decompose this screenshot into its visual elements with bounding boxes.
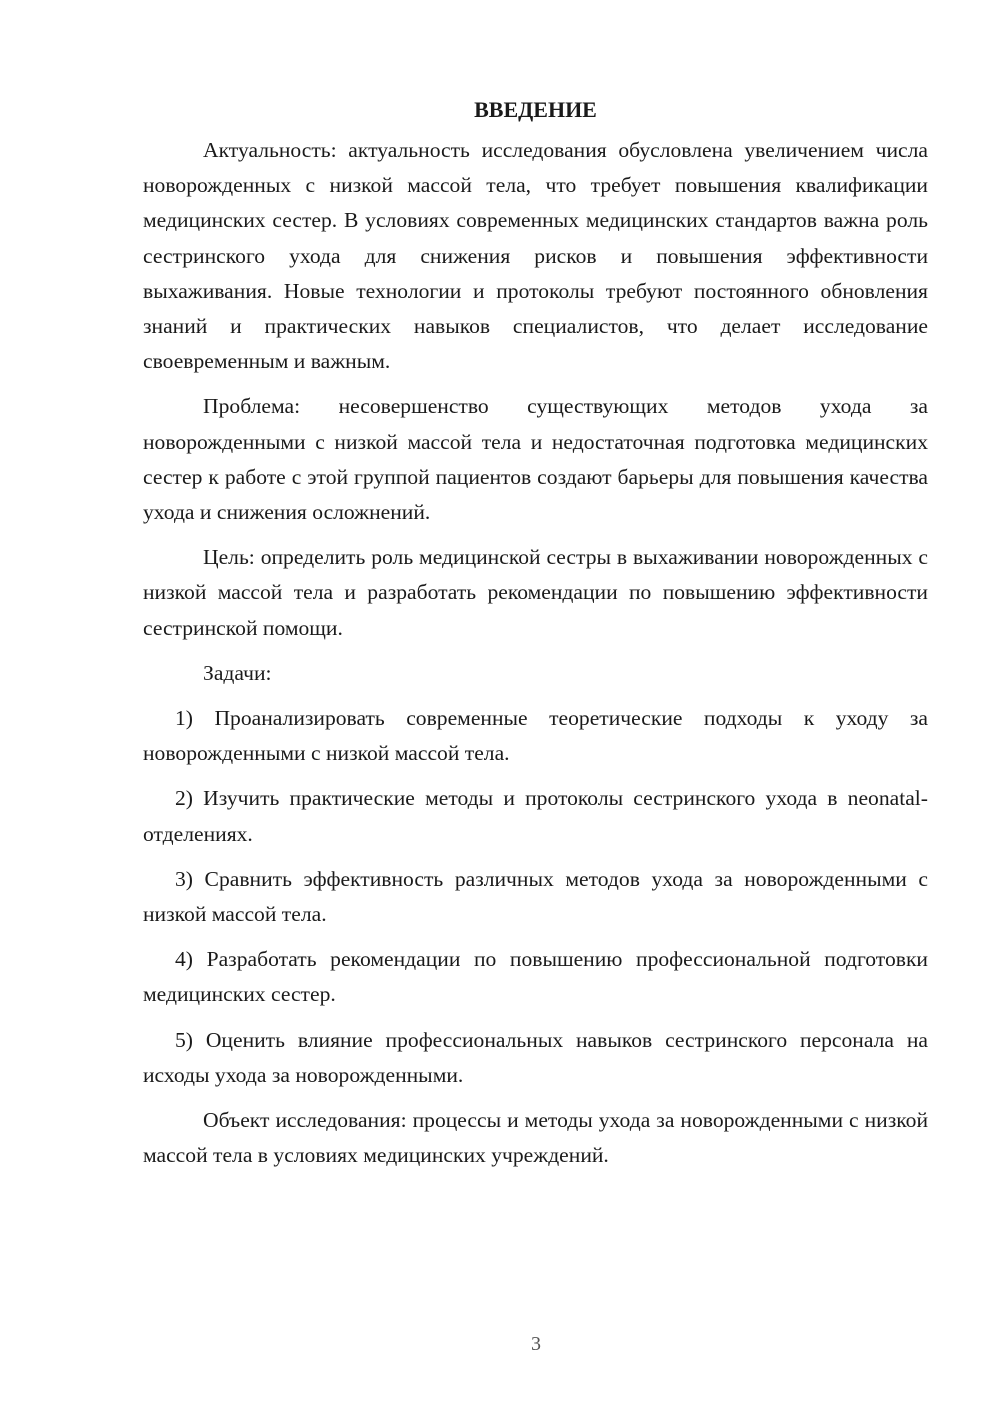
document-page bbox=[143, 92, 928, 1183]
goal-paragraph: Цель: определить роль медицинской сестры в выхаживании новорожденных с низкой массой тела и разработать рекомендации по повышению эффективности сестринской помощи. bbox=[143, 545, 928, 640]
page-title: ВВЕДЕНИЕ bbox=[474, 97, 597, 122]
page-number: 3 bbox=[531, 1333, 541, 1355]
object-paragraph: Объект исследования: процессы и методы ухода за новорожденными с низкой массой тела в условиях медицинских учреждений. bbox=[143, 1108, 928, 1168]
relevance-paragraph: Актуальность: актуальность исследования обусловлена увеличением числа новорожденных с низкой массой тела, что требует повышения квалификации медицинских сестер. В условиях современных медицинских стандартов важна роль сестринского ухода для снижения рисков и повышения эффективности выхаживания. Новые технологии и протоколы требуют постоянного обновления знаний и практических навыков специалистов, что делает исследование своевременным и важным. bbox=[143, 138, 928, 374]
task-item-5: 5) Оценить влияние профессиональных навыков сестринского персонала на исходы ухода за новорожденными. bbox=[143, 1027, 928, 1087]
tasks-heading: Задачи: bbox=[203, 660, 272, 685]
task-item-4: 4) Разработать рекомендации по повышению профессиональной подготовки медицинских сестер. bbox=[143, 947, 928, 1007]
task-item-2: 2) Изучить практические методы и протоколы сестринского ухода в neonatal-отделениях. bbox=[143, 786, 928, 846]
task-item-1: 1) Проанализировать современные теоретические подходы к уходу за новорожденными с низкой массой тела. bbox=[143, 706, 928, 766]
task-item-3: 3) Сравнить эффективность различных методов ухода за новорожденными с низкой массой тела. bbox=[143, 866, 928, 927]
problem-paragraph: Проблема: несовершенство существующих методов ухода за новорожденными с низкой массой тела и недостаточная подготовка медицинских сестер к работе с этой группой пациентов создают барьеры для повышения качества ухода и снижения осложнений. bbox=[143, 394, 928, 525]
